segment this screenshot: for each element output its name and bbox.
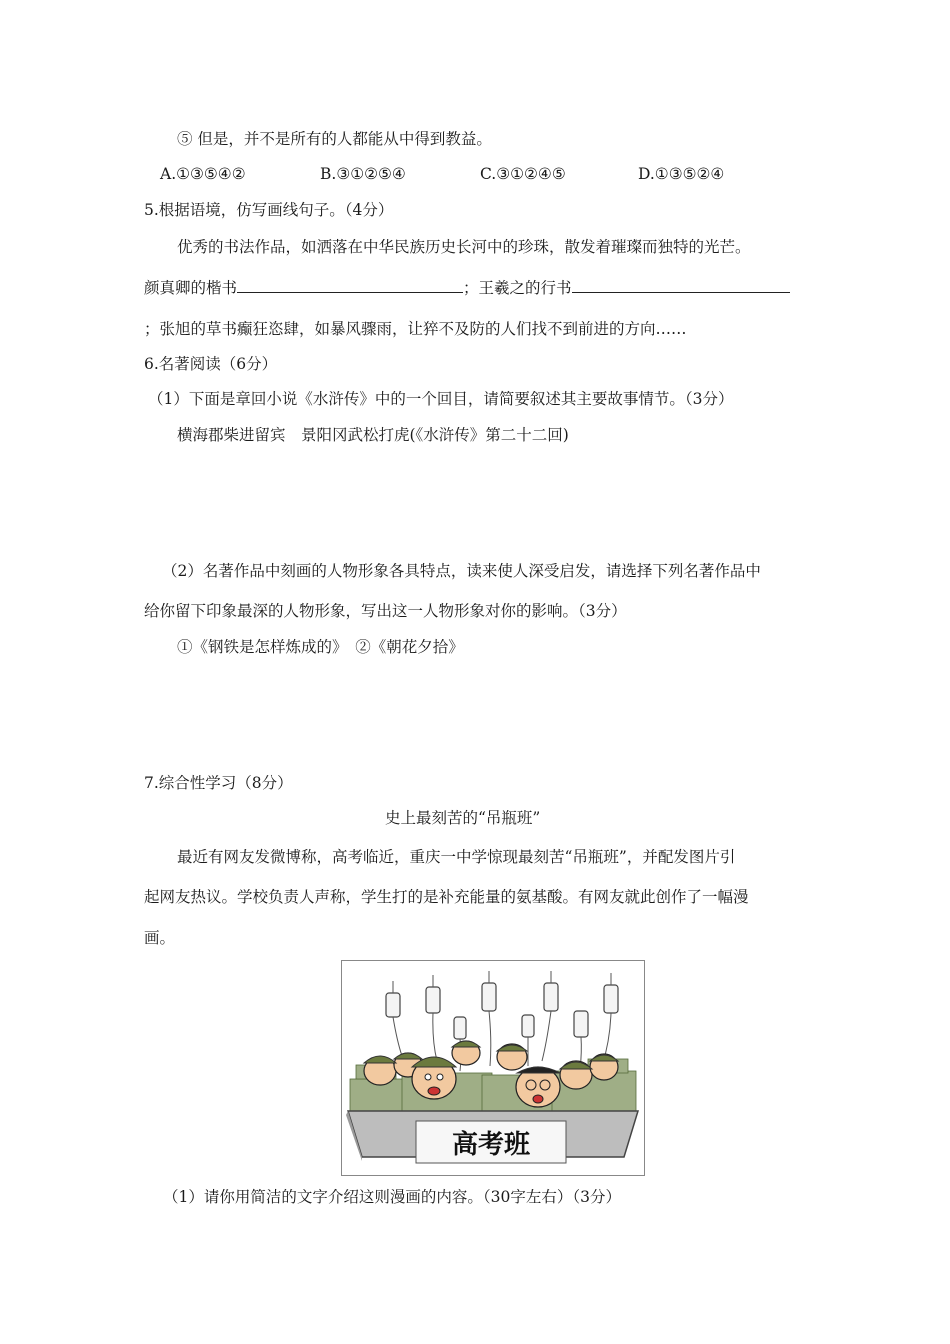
wang-xizhi-label: ；王羲之的行书 bbox=[463, 279, 572, 297]
cartoon-label: 高考班 bbox=[451, 1130, 531, 1160]
option-d: D.①③⑤②④ bbox=[638, 165, 725, 183]
cartoon-image bbox=[341, 960, 645, 1176]
option-b: B.③①②⑤④ bbox=[320, 165, 406, 183]
question-7-sub1: （1）请你用简洁的文字介绍这则漫画的内容。（30字左右）（3分） bbox=[163, 1188, 621, 1206]
question-5-heading: 5.根据语境，仿写画线句子。（4分） bbox=[144, 201, 394, 219]
answer-blank-1 bbox=[237, 276, 463, 293]
question-6-heading: 6.名著阅读（6分） bbox=[144, 355, 278, 373]
article-line-2: 起网友热议。学校负责人声称，学生打的是补充能量的氨基酸。有网友就此创作了一幅漫 bbox=[144, 888, 749, 906]
chapter-title: 横海郡柴进留宾 景阳冈武松打虎(《水浒传》第二十二回) bbox=[177, 426, 569, 444]
question-6-sub2-line2: 给你留下印象最深的人物形象，写出这一人物形象对你的影响。（3分） bbox=[144, 602, 627, 620]
article-title: 史上最刻苦的“吊瓶班” bbox=[385, 809, 541, 827]
question-6-sub1: （1）下面是章回小说《水浒传》中的一个回目，请简要叙述其主要故事情节。（3分） bbox=[148, 390, 734, 408]
question-5-paragraph: 优秀的书法作品，如洒落在中华民族历史长河中的珍珠，散发着璀璨而独特的光芒。 bbox=[177, 238, 751, 256]
option-c: C.③①②④⑤ bbox=[480, 165, 566, 183]
cartoon-drawing bbox=[342, 961, 644, 1175]
answer-blank-2 bbox=[572, 276, 790, 293]
question-6-sub2-line1: （2）名著作品中刻画的人物形象各具特点，读来使人深受启发，请选择下列名著作品中 bbox=[162, 562, 761, 580]
item-5-sentence: ⑤ 但是，并不是所有的人都能从中得到教益。 bbox=[177, 130, 492, 148]
option-a: A.①③⑤④② bbox=[160, 165, 246, 183]
book-list: ①《钢铁是怎样炼成的》 ②《朝花夕拾》 bbox=[177, 638, 464, 656]
yan-zhenqing-label: 颜真卿的楷书 bbox=[144, 279, 238, 297]
article-line-3: 画。 bbox=[144, 929, 176, 947]
question-5-continuation: ；张旭的草书癫狂恣肆，如暴风骤雨，让猝不及防的人们找不到前进的方向…… bbox=[144, 320, 687, 338]
iv-bottles bbox=[386, 983, 618, 1039]
question-7-heading: 7.综合性学习（8分） bbox=[144, 774, 293, 792]
question-5-fill-line bbox=[144, 276, 790, 299]
article-line-1: 最近有网友发微博称，高考临近，重庆一中学惊现最刻苦“吊瓶班”，并配发图片引 bbox=[177, 848, 736, 866]
